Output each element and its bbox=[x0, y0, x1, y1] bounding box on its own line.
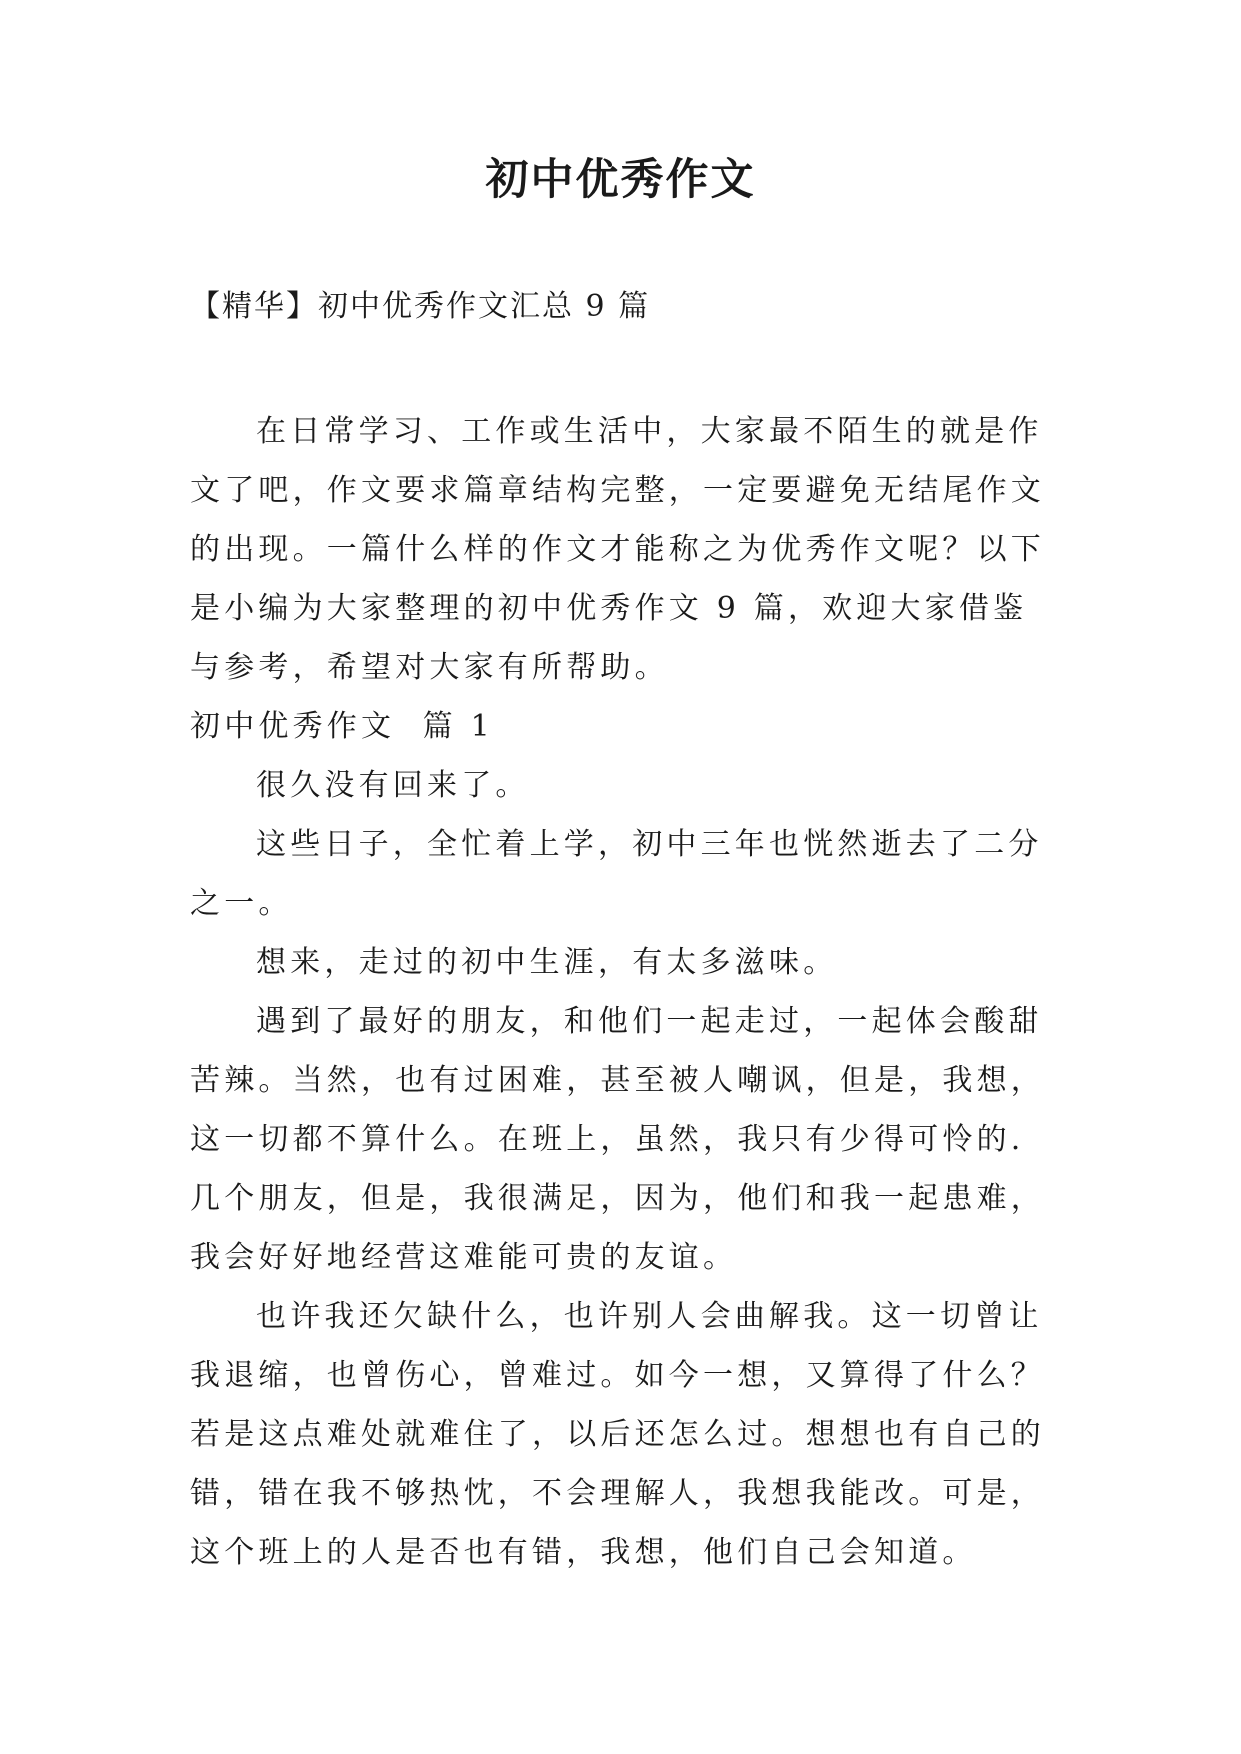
section-heading: 初中优秀作文 篇 1 bbox=[190, 709, 494, 744]
paragraph: 想来，走过的初中生涯，有太多滋味。 bbox=[256, 945, 838, 980]
document-subtitle: 【精华】初中优秀作文汇总 9 篇 bbox=[190, 289, 651, 324]
paragraph: 很久没有回来了。 bbox=[256, 768, 530, 803]
document-title: 初中优秀作文 bbox=[485, 155, 756, 205]
document-body bbox=[190, 402, 1052, 1582]
paragraph: 遇到了最好的朋友，和他们一起走过，一起体会酸甜苦辣。当然，也有过困难，甚至被人嘲讽，但是，我想，这一切都不算什么。在班上，虽然，我只有少得可怜的.几个朋友，但是，我很满足，因为，他们和我一起患难，我会好好地经营这难能可贵的友谊。 bbox=[190, 1004, 1045, 1275]
paragraph: 也许我还欠缺什么，也许别人会曲解我。这一切曾让我退缩，也曾伤心，曾难过。如今一想，又算得了什么？若是这点难处就难住了，以后还怎么过。想想也有自己的错，错在我不够热忱，不会理解人，我想我能改。可是，这个班上的人是否也有错，我想，他们自己会知道。 bbox=[190, 1299, 1045, 1570]
intro-paragraph: 在日常学习、工作或生活中，大家最不陌生的就是作文了吧，作文要求篇章结构完整，一定要避免无结尾作文的出现。一篇什么样的作文才能称之为优秀作文呢？以下是小编为大家整理的初中优秀作文 9 篇，欢迎大家借鉴与参考，希望对大家有所帮助。 bbox=[190, 414, 1045, 685]
paragraph: 这些日子，全忙着上学，初中三年也恍然逝去了二分之一。 bbox=[190, 827, 1043, 921]
